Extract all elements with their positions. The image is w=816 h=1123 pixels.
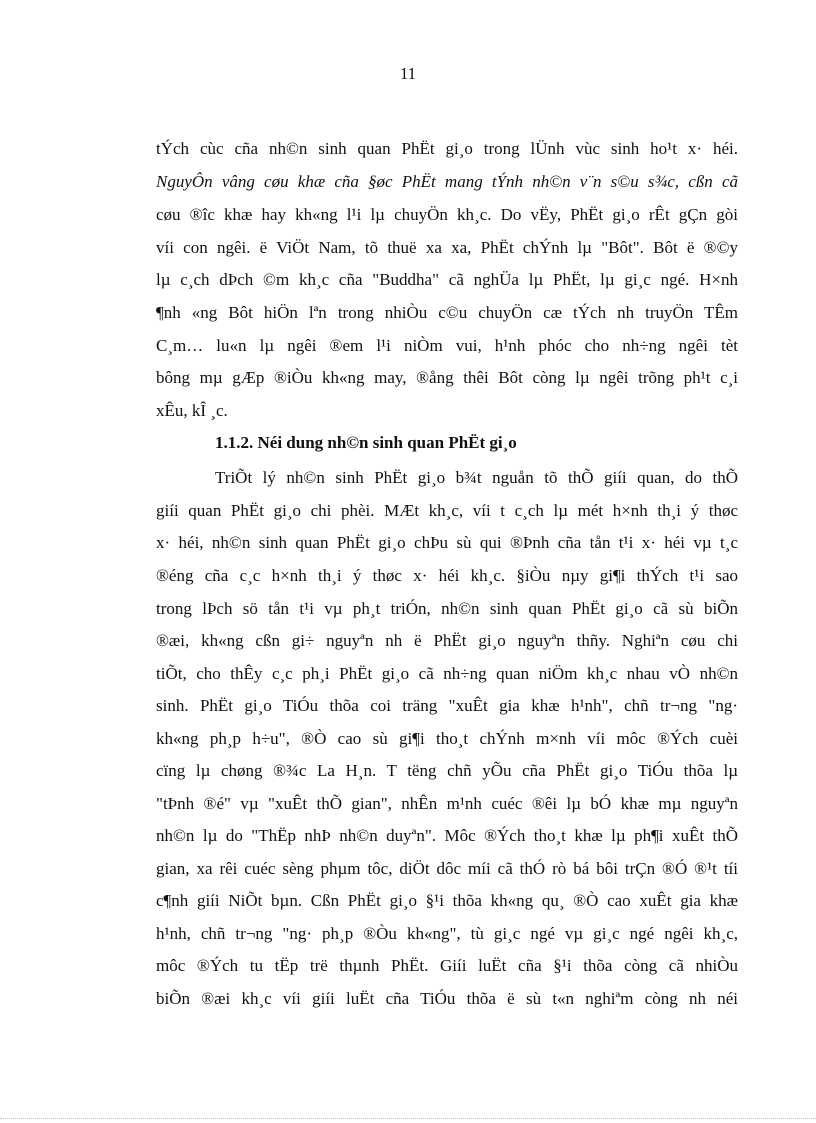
text-line: NguyÔn vâng cøu khæ cña §øc PhËt mang tÝnh nh©n v¨n s©u s¾c, cßn cã bbox=[156, 172, 738, 191]
text-line: trong lÞch sö tån t¹i vµ ph¸t triÓn, nh©n sinh quan PhËt gi¸o cã sù biÕn bbox=[156, 599, 738, 618]
text-line: nh©n lµ do "ThËp nhÞ nh©n duyªn". Môc ®Ých tho¸t khæ lµ ph¶i xuÊt thÕ bbox=[156, 826, 738, 845]
text-line: sinh. PhËt gi¸o TiÓu thõa coi träng "xuÊt gia khæ h¹nh", chñ tr¬ng "ng· bbox=[156, 696, 738, 715]
text-line: ®éng cña c¸c h×nh th¸i ý thøc x· héi kh¸c. §iÒu nµy gi¶i thÝch t¹i sao bbox=[156, 566, 738, 585]
section-heading: 1.1.2. Néi dung nh©n sinh quan PhËt gi¸o bbox=[215, 433, 517, 452]
text-line: tiÕt, cho thÊy c¸c ph¸i PhËt gi¸o cã nh÷ng quan niÖm kh¸c nhau vÒ nh©n bbox=[156, 664, 738, 683]
text-line: TriÕt lý nh©n sinh PhËt gi¸o b¾t nguån tõ thÕ giíi quan, do thÕ bbox=[215, 468, 738, 487]
text-line: "tÞnh ®é" vµ "xuÊt thÕ gian", nhÊn m¹nh cuéc ®êi lµ bÓ khæ mµ nguyªn bbox=[156, 794, 738, 813]
text-line: xÊu, kÎ ¸c. bbox=[156, 401, 228, 420]
text-line: cïng lµ chøng ®¾c La H¸n. T tëng chñ yÕu cña PhËt gi¸o TiÓu thõa lµ bbox=[156, 761, 738, 780]
text-line: biÕn ®æi kh¸c víi giíi luËt cña TiÓu thõa ë sù t«n nghiªm còng nh néi bbox=[156, 989, 738, 1008]
text-line: víi con ngêi. ë ViÖt Nam, tõ thuë xa xa, PhËt chÝnh lµ "Bôt". Bôt ë ®©y bbox=[156, 238, 738, 257]
text-line: bông mµ gÆp ®iÒu kh«ng may, ®ång thêi Bôt còng lµ ngêi trõng ph¹t c¸i bbox=[156, 368, 738, 387]
text-line: ¶nh «ng Bôt hiÖn lªn trong nhiÒu c©u chuyÖn cæ tÝch nh truyÖn TÊm bbox=[156, 303, 738, 322]
text-line: h¹nh, chñ tr¬ng "ng· ph¸p ®Òu kh«ng", tù gi¸c ngé vµ gi¸c ngé ngêi kh¸c, bbox=[156, 924, 738, 943]
text-line: x· héi, nh©n sinh quan PhËt gi¸o chÞu sù qui ®Þnh cña tån t¹i x· héi vµ t¸c bbox=[156, 533, 738, 552]
text-line: c¶nh giíi NiÕt bµn. Cßn PhËt gi¸o §¹i thõa kh«ng qu¸ ®Ò cao xuÊt gia khæ bbox=[156, 891, 738, 910]
text-line: C¸m… lu«n lµ ngêi ®em l¹i niÒm vui, h¹nh phóc cho nh÷ng ngêi tèt bbox=[156, 336, 738, 355]
text-line: tÝch cùc cña nh©n sinh quan PhËt gi¸o trong lÜnh vùc sinh ho¹t x· héi. bbox=[156, 139, 738, 158]
text-line: lµ c¸ch dÞch ©m kh¸c cña "Buddha" cã nghÜa lµ PhËt, lµ gi¸c ngé. H×nh bbox=[156, 270, 738, 289]
text-line: kh«ng ph¸p h÷u", ®Ò cao sù gi¶i tho¸t chÝnh m×nh víi môc ®Ých cuèi bbox=[156, 729, 738, 748]
page-bottom-divider bbox=[0, 1118, 816, 1119]
page-number: 11 bbox=[399, 64, 417, 83]
text-line: gian, xa rêi cuéc sèng phµm tôc, diÖt dôc míi cã thÓ rò bá bôi trÇn ®Ó ®¹t tíi bbox=[156, 859, 738, 878]
text-line: môc ®Ých tu tËp trë thµnh PhËt. Giíi luËt cña §¹i thõa còng cã nhiÒu bbox=[156, 956, 738, 975]
text-line: ®æi, kh«ng cßn gi÷ nguyªn nh ë PhËt gi¸o nguyªn thñy. Nghiªn cøu chi bbox=[156, 631, 738, 650]
text-line: giíi quan PhËt gi¸o chi phèi. MÆt kh¸c, víi t c¸ch lµ mét h×nh th¸i ý thøc bbox=[156, 501, 738, 520]
text-line: cøu ®îc khæ hay kh«ng l¹i lµ chuyÖn kh¸c. Do vËy, PhËt gi¸o rÊt gÇn gòi bbox=[156, 205, 738, 224]
